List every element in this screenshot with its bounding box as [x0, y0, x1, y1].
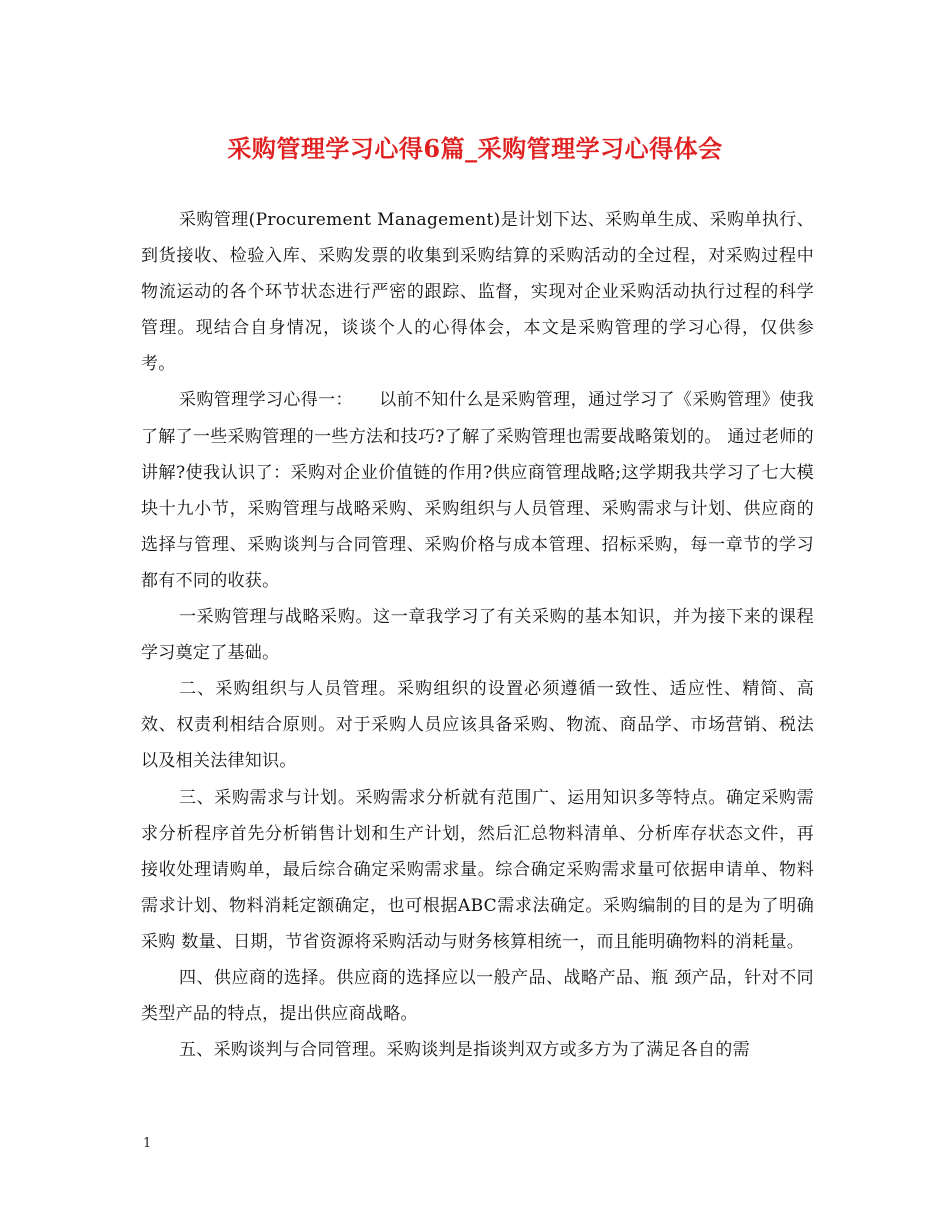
paragraph-section-five: 五、采购谈判与合同管理。采购谈判是指谈判双方或多方为了满足各自的需	[179, 1040, 750, 1061]
page-number: 1	[143, 1136, 152, 1151]
paragraph-section-one: 一采购管理与战略采购。这一章我学习了有关采购的基本知识，并为接下来的课程学习奠定了基础。	[141, 607, 814, 664]
paragraph-intro: 采购管理(Procurement Management)是计划下达、采购单生成、采购单执行、到货接收、检验入库、采购发票的收集到采购结算的采购活动的全过程，对采购过程中物流运动的各个环节状态进行严密的跟踪、监督，实现对企业采购活动执行过程的科学管理。现结合自身情况，谈谈个人的心得体会，本文是采购管理的学习心得，仅供参考。	[141, 210, 814, 375]
document-title: 采购管理学习心得6篇_采购管理学习心得体会	[227, 134, 723, 163]
paragraph-section-four: 四、供应商的选择。供应商的选择应以一般产品、战略产品、瓶 颈产品，针对不同类型产品的特点，提出供应商战略。	[141, 967, 814, 1025]
paragraph-section-two: 二、采购组织与人员管理。采购组织的设置必须遵循一致性、适应性、精简、高效、权责利相结合原则。对于采购人员应该具备采购、物流、商品学、市场营销、税法以及相关法律知识。	[141, 679, 814, 772]
document-body	[141, 202, 814, 1068]
paragraph-reflection-one: 采购管理学习心得一： 以前不知什么是采购管理，通过学习了《采购管理》使我了解了一些采购管理的一些方法和技巧?了解了采购管理也需要战略策划的。 通过老师的讲解?使我认识了：采购对企业价值链的作用?供应商管理战略;这学期我共学习了七大模块十九小节，采购管理与战略采购、采购组织与人员管理、采购需求与计划、供应商的选择与管理、采购谈判与合同管理、采购价格与成本管理、招标采购，每一章节的学习都有不同的收获。	[141, 390, 814, 591]
paragraph-section-three: 三、采购需求与计划。采购需求分析就有范围广、运用知识多等特点。确定采购需求分析程序首先分析销售计划和生产计划，然后汇总物料清单、分析库存状态文件，再接收处理请购单，最后综合确定采购需求量。综合确定采购需求量可依据申请单、物料需求计划、物料消耗定额确定，也可根据ABC需求法确定。采购编制的目的是为了明确采购 数量、日期，节省资源将采购活动与财务核算相统一，而且能明确物料的消耗量。	[141, 787, 814, 952]
